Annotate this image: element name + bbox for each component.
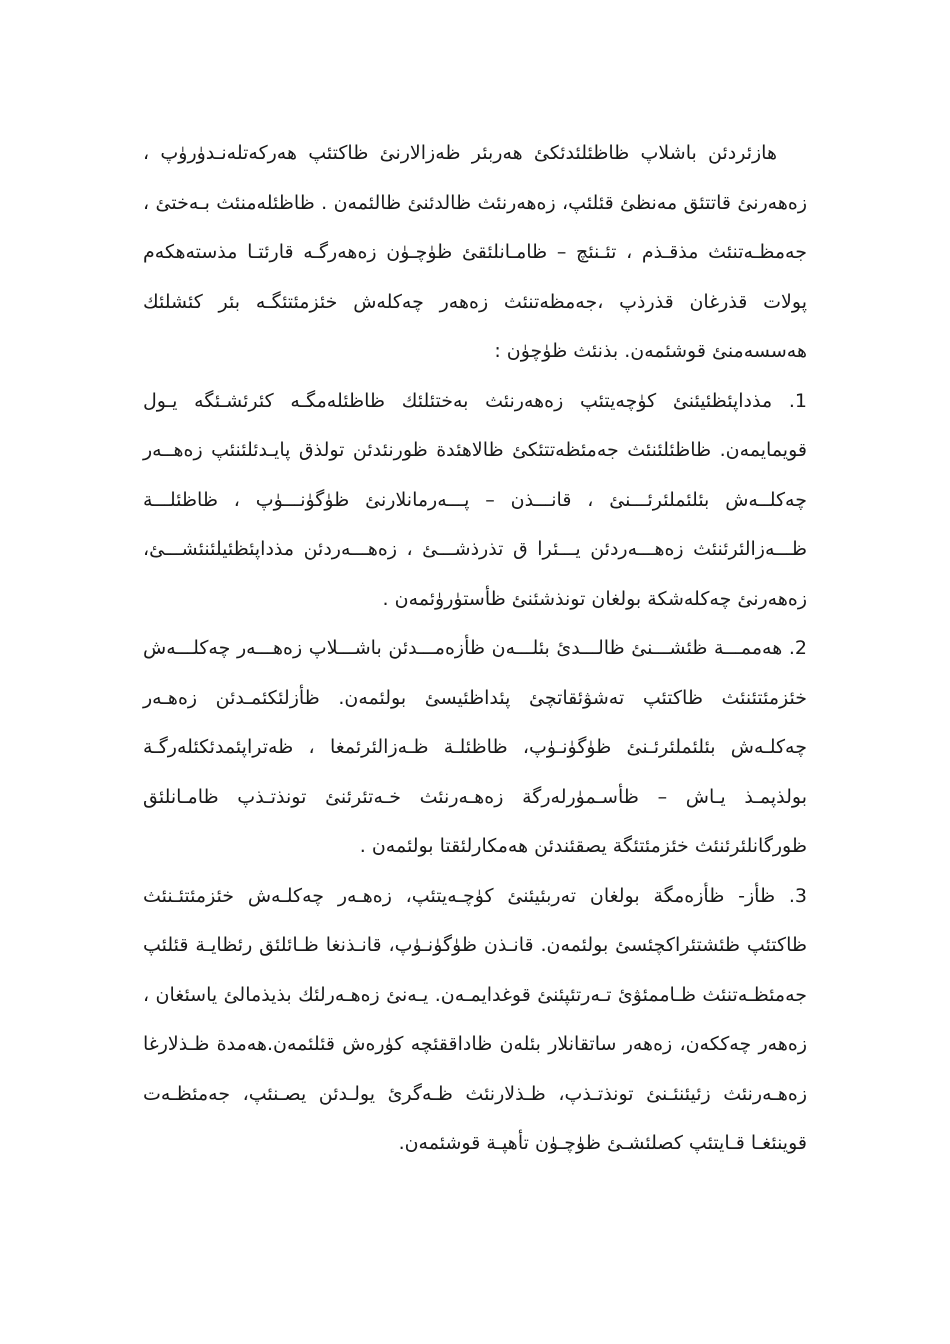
document-body (143, 129, 807, 1169)
paragraph-intro: هازئردئن باشلاپ ظاظئلئدئكئ هەربئر ظەزالارنئ ظاكتئپ هەركەتلەنـدۈرۈپ ، زەهەرنئ قاتتئق مەنظئ قئلئپ، زەهەرنئث ظالدئنئ ظالئمەن . ظاظئلەمنئث بـەختئ ، جەمظـەتنئث مذقـذم ، تئـنئچ – ظامـانلئقئ ظۈچـۈن زەهەرگـە قارئتـا مذستەهكەم پولات قذرغان قذرذپ ،جەمظەتنئث زەهەر چەكلەش خئزمئتئگـە بئر كئشلئك هەسسەمنئ قوشئمەن. بذنئث ظۈچۈن : (143, 142, 807, 362)
paragraph-item-2: 2. هەممـــة ظئشـــنئ ظالـــدئ بئلـــەن ظأزەمـــدئن باشـــلاپ زەهـــەر چەكلـــەش خئزمئتئنئث ظاكتئپ تەشۋئقاتچئ پئداظئيسئ بولئمەن. ظأزلئكئمـدئن زەهـەر چەكلـەش بئلئملئرئـنئ ظۈگۈنـۈپ، ظاظئلـة ظـەزالئرئمغا ، ظەتراپئمدئكئلەرگـة بولذپمـذ يـاش – ظأسـمۈرلەرگة زەهـەرنئث خـەتئرئنئ تونذتـذپ ظامـانلئق ظورگانلئرئنئث خئزمئتئگة يصقئندئن هەمكارلئقتا بولئمەن . (143, 637, 807, 857)
paragraph-item-3: 3. ظأز- ظأزەمگة بولغان تەربئيئنئ كۈچـەيتئپ، زەهـەر چەكلـەش خئزمئتئـنئث ظاكتئپ ظئشتئراكچئسئ بولئمەن. قانـذن ظۈگۈنـۈپ، قانـذنغا ظـائلئق رئظايـة قئلئپ جەمئظـەتنئث ظـاممئۋئ تـەرتئپئنئ قوغدايمـەن. يـەنئ زەهـەرلئك بذيذمالئ ياسئغان ، زەهەر چەككەن، زەهەر ساتقانلار بئلەن ظاداققئچە كۈرەش قئلئمەن.هەمدة ظـذلارغا زەهـەرنئث زئيئنئـنئ تونذتـذپ، ظـذلارنئث ظـەگرئ يولـدئن يصـنئپ، جەمئظـەت قوينئغـا قـايتئپ كصلئشـئ ظۈچـۈن تأهپـة قوشئمەن. (143, 884, 807, 1154)
paragraph-item-1: 1. مذداپئظئيئنئ كۈچەيتئپ زەهەرنئث بەختئلئك ظاظئلەمگـە كئرئشـئگە يـول قويمايمەن. ظاظئلئنئث جەمئظەتتئكئ ظالاهئدة ظورنئدئن تولذق پايـدئلئنئپ زەهــەر چەكلــەش بئلئملئرئـــنئ ، قانـــذن – پـــەرمانلارنئ ظۈگۈنـــۈپ ، ظاظئلـــة ظـــەزالئرئنئث زەهـــەردئن يـــئرا ق تذرذشـــئ ، زەهـــەردئن مذداپئظئيلئنئشـــئ، زەهەرنئ چەكلەشكة بولغان تونذشئنئ ظأستۈرۈئمەن . (143, 389, 807, 610)
